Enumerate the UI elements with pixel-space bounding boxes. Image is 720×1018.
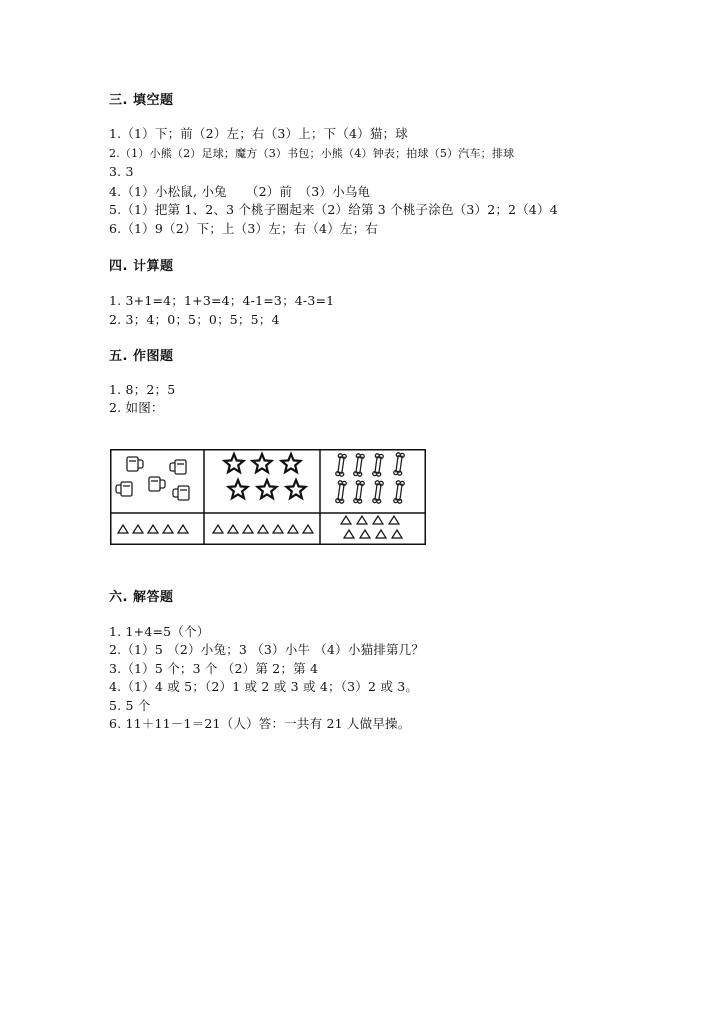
triangle-icon [133, 525, 143, 533]
answer-line: 5.（1）把第 1、2、3 个桃子圈起来（2）给第 3 个桃子涂色（3）2；2（4）4 [109, 202, 558, 217]
triangle-icon [243, 525, 253, 533]
answer-line: 3.（1）5 个；3 个 （2）第 2；第 4 [109, 661, 319, 676]
star-icon [253, 454, 272, 472]
triangle-icon [303, 525, 313, 533]
star-icon [287, 480, 306, 498]
bone-icon [354, 481, 365, 504]
answer-line: 2.（1）5 （2）小兔；3 （3）小牛 （4）小猫排第几？ [109, 642, 425, 657]
answer-line: 4.（1）小松鼠, 小兔 （2）前 （3）小乌龟 [109, 184, 371, 199]
triangle-icon [148, 525, 158, 533]
answer-line: 2.（1）小熊（2）足球；魔方（3）书包；小熊（4）钟表；拍球（5）汽车；排球 [109, 147, 515, 160]
bone-icon [336, 454, 347, 477]
triangle-icon [344, 530, 354, 538]
bone-icon [373, 454, 384, 477]
answer-line: 6.（1）9（2）下；上（3）左；右（4）左；右 [109, 221, 378, 236]
triangle-icon [376, 530, 386, 538]
cup-icon [173, 486, 189, 500]
triangle-icon [258, 525, 268, 533]
answer-line: 1. 3+1=4；1+3=4；4-1=3；4-3=1 [109, 293, 335, 308]
cup-icon [116, 482, 132, 496]
triangle-icon [213, 525, 223, 533]
triangle-icon [392, 530, 402, 538]
cup-icon [127, 457, 143, 471]
triangle-icon [118, 525, 128, 533]
answer-line: 2. 3；4；0；5；0；5；5；4 [109, 312, 280, 327]
answer-line: 1. 8；2；5 [109, 382, 176, 397]
section-title-drawing: 五. 作图题 [109, 349, 174, 364]
answer-line: 1.（1）下；前（2）左；右（3）上；下（4）猫；球 [109, 126, 408, 141]
triangle-icon [389, 516, 399, 524]
answer-line: 1. 1+4=5（个） [109, 624, 210, 639]
section-title-fill-blank: 三. 填空题 [109, 93, 174, 108]
bone-icon [394, 481, 405, 504]
bone-icon [394, 453, 405, 476]
section-title-calc: 四. 计算题 [109, 259, 174, 274]
star-icon [229, 480, 248, 498]
triangle-icon [228, 525, 238, 533]
section-title-answers: 六. 解答题 [109, 590, 174, 605]
star-icon [225, 454, 244, 472]
bone-icon [336, 481, 347, 504]
bone-icon [354, 454, 365, 477]
answer-line: 2. 如图： [109, 400, 164, 415]
triangle-icon [373, 516, 383, 524]
triangle-icon [163, 525, 173, 533]
triangle-icon [357, 516, 367, 524]
answer-line: 4.（1）4 或 5；（2）1 或 2 或 3 或 4；（3）2 或 3。 [109, 679, 419, 694]
figure-table [110, 449, 426, 545]
answer-line: 3. 3 [109, 164, 134, 179]
triangle-icon [360, 530, 370, 538]
triangle-icon [288, 525, 298, 533]
cup-icon [170, 460, 186, 474]
triangle-icon [341, 516, 351, 524]
bone-icon [373, 481, 384, 504]
triangle-icon [178, 525, 188, 533]
triangle-icon [273, 525, 283, 533]
cup-icon [149, 477, 165, 491]
answer-figure [110, 449, 426, 545]
answer-line: 5. 5 个 [109, 698, 151, 713]
star-icon [282, 454, 301, 472]
answer-line: 6. 11＋11－1＝21（人）答：一共有 21 人做早操。 [109, 716, 411, 731]
star-icon [258, 480, 277, 498]
